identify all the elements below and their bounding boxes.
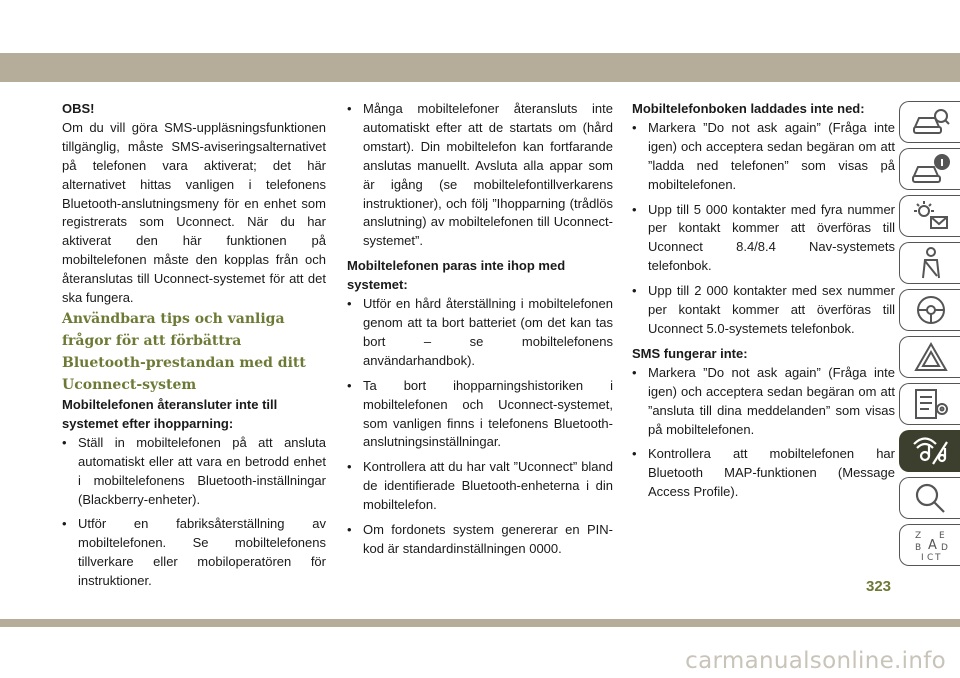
top-color-band (0, 53, 960, 82)
maintenance-list-icon (911, 387, 951, 421)
car-info-icon (911, 152, 951, 186)
list-item: • Utför en fabriksåterställning av mobiltelefonen. Se mobiltelefonens tillverkare eller mobiloperatören för instruktioner. (62, 516, 326, 589)
list-item: • Många mobiltelefoner återansluts inte automatiskt efter att de startats om (hård omstart). Din mobiltelefon kan fortfarande anslutas manuellt. Avsluta alla appar som är igång (se mobiltelefontillverkarens instruktioner), och följ ”Ihopparning (trådlös anslutning) av mobiltelefonen till Uconnect-systemet”. (347, 101, 613, 249)
list-item: • Utför en hård återställning i mobiltelefonen genom att ta bort batteriet (om det kan tas bort – se mobiltelefonens användarhandbok). (347, 296, 613, 368)
tab-multimedia[interactable] (899, 430, 960, 472)
list-item: • Upp till 5 000 kontakter med fyra nummer per kontakt kommer att överföras till Uconnect 8.4/8.4 Nav-systemets telefonbok. (632, 201, 895, 274)
svg-text:E: E (938, 531, 945, 541)
section-heading: Användbara tips och vanliga frågor för att förbättra Bluetooth-prestandan med ditt Uconnect-system (62, 310, 306, 393)
subheading-sms: SMS fungerar inte: (632, 345, 748, 361)
note-title: OBS! (62, 101, 95, 116)
tab-instrument-cluster[interactable] (899, 195, 960, 237)
list-item: • Markera ”Do not ask again” (Fråga inte igen) och acceptera sedan begäran om att ”ansluta till dina meddelanden” som visas på mobiltelefonen. (632, 364, 895, 437)
tab-safety[interactable] (899, 242, 960, 284)
tab-index[interactable] (899, 524, 960, 566)
subheading-pairing: Mobiltelefonen paras inte ihop med systemet: (347, 258, 566, 293)
svg-text:Z: Z (914, 531, 921, 541)
svg-text:T: T (934, 553, 940, 562)
list-item: • Upp till 2 000 kontakter med sex nummer per kontakt kommer att överföras till Uconnect 5.0-systemets telefonbok. (632, 283, 895, 336)
alphabetical-index-icon (911, 528, 951, 562)
subheading-phonebook: Mobiltelefonboken laddades inte ned: (632, 101, 865, 116)
chapter-tabs (899, 101, 960, 571)
list-item: • Kontrollera att du har valt ”Uconnect” bland de identifierade Bluetooth-enheterna i din mobiltelefon. (347, 459, 613, 513)
svg-text:D: D (940, 543, 948, 553)
svg-text:B: B (914, 543, 921, 553)
multimedia-music-icon (911, 434, 951, 468)
column-3 (632, 100, 895, 508)
tab-emergency[interactable] (899, 336, 960, 378)
tab-specifications[interactable] (899, 477, 960, 519)
list-item: • Markera ”Do not ask again” (Fråga inte igen) och acceptera sedan begäran om att ”ladda ned telefonen” som visas på mobiltelefonen. (632, 119, 895, 192)
tab-servicing[interactable] (899, 383, 960, 425)
warning-triangle-icon (911, 340, 951, 374)
warning-lights-icon (911, 199, 951, 233)
list-item: • Om fordonets system genererar en PIN-kod är standardinställningen 0000. (347, 522, 613, 556)
tab-starting-operating[interactable] (899, 289, 960, 331)
column-1 (62, 100, 326, 597)
search-icon (911, 481, 951, 515)
svg-text:A: A (927, 538, 937, 553)
column-2 (347, 100, 613, 565)
seatbelt-icon (911, 246, 951, 280)
page-number: 323 (866, 578, 892, 595)
car-search-icon (911, 105, 951, 139)
tab-getting-to-know[interactable] (899, 101, 960, 143)
note-text: Om du vill göra SMS-uppläsningsfunktionen tillgänglig, måste SMS-aviseringsalternativet på telefonen vara aktiverat; det här alternativet hittas vanligen i telefonens Bluetooth-anslutningsmeny för en enhet som registrerats som Uconnect. När du har aktiverat den här funktionen på mobiltelefonen måste den kopplas från och återanslutas till Uconnect-systemet för att det ska fungera. (62, 119, 326, 306)
list-item: • Ställ in mobiltelefonen på att ansluta automatiskt eller att vara en betrodd enhet i mobiltelefonens Bluetooth-inställningar (Blackberry-enheter). (62, 434, 326, 507)
tab-vehicle-info[interactable] (899, 148, 960, 190)
steering-wheel-icon (911, 293, 951, 327)
bottom-color-band (0, 619, 960, 627)
svg-text:I: I (920, 553, 924, 562)
list-item: • Kontrollera att mobiltelefonen har Bluetooth MAP-funktionen (Message Access Profile). (632, 446, 895, 500)
list-item: • Ta bort ihopparningshistoriken i mobiltelefonen och Uconnect-systemet, som vanligen finns i telefonens Bluetooth-anslutningsinställningar. (347, 377, 613, 450)
svg-text:C: C (926, 553, 933, 562)
subheading-reconnect: Mobiltelefonen återansluter inte till systemet efter ihopparning: (62, 396, 278, 431)
watermark: carmanualsonline.info (685, 648, 946, 674)
